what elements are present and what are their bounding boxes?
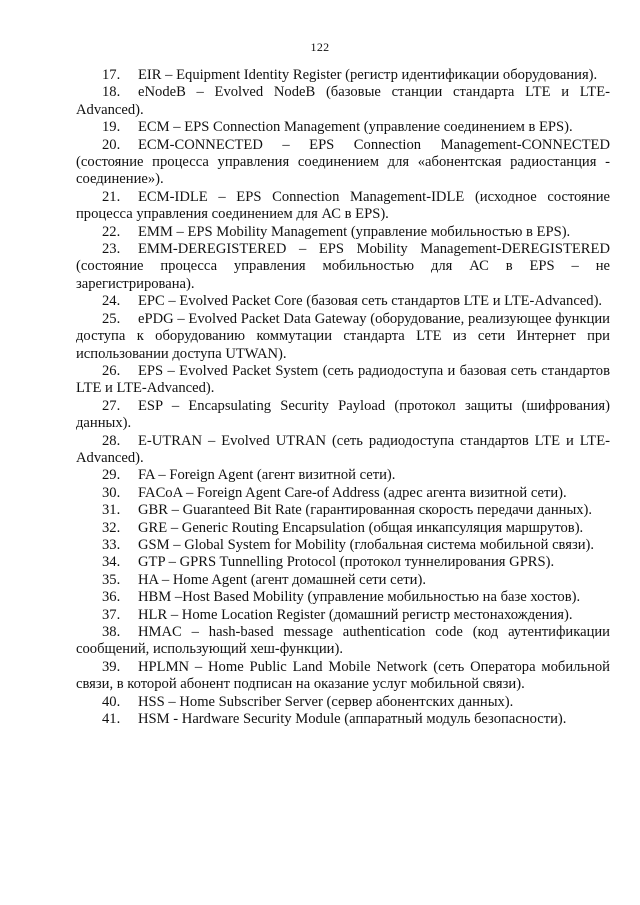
item-text: FACoA – Foreign Agent Care-of Address (адрес агента визитной сети).	[138, 484, 567, 501]
item-number: 30.	[102, 484, 121, 501]
item-number: 17.	[102, 67, 121, 83]
item-number: 40.	[102, 693, 121, 710]
item-text: HPLMN – Home Public Land Mobile Network (сеть Оператора мобильной связи, в которой абонент подписан на оказание услуг мобильной связи).	[76, 658, 610, 693]
list-item	[76, 293, 610, 310]
list-item	[76, 137, 610, 189]
item-text: ECM – EPS Connection Management (управление соединением в EPS).	[138, 119, 573, 136]
item-number: 41.	[102, 711, 121, 728]
item-number: 18.	[102, 84, 121, 101]
item-number: 33.	[102, 536, 121, 553]
item-number: 38.	[102, 624, 121, 640]
item-text: EPC – Evolved Packet Core (базовая сеть стандартов LTE и LTE-Advanced).	[138, 293, 603, 310]
item-number: 25.	[102, 310, 121, 327]
item-text: GBR – Guaranteed Bit Rate (гарантированная скорость передачи данных).	[138, 502, 593, 519]
item-text: EIR – Equipment Identity Register (регистр идентификации оборудования).	[138, 67, 598, 83]
item-text: EMM – EPS Mobility Management (управление мобильностью в EPS).	[138, 223, 571, 240]
item-text: EPS – Evolved Packet System (сеть радиодоступа и базовая сеть стандартов LTE и LTE-Advanced).	[76, 362, 610, 397]
item-number: 20.	[102, 136, 121, 153]
abbreviation-list	[76, 67, 610, 728]
list-item	[76, 520, 610, 537]
item-text: FA – Foreign Agent (агент визитной сети).	[138, 467, 396, 484]
list-item	[76, 607, 610, 624]
item-number: 23.	[102, 241, 121, 258]
item-number: 26.	[102, 362, 121, 379]
item-text: ePDG – Evolved Packet Data Gateway (оборудование, реализующее функции доступа к оборудованию коммутации стандарта LTE из сети Интернет при использовании доступа UTWAN).	[76, 310, 610, 362]
page-number: 122	[310, 40, 330, 54]
item-text: GSM – Global System for Mobility (глобальная система мобильной связи).	[138, 536, 595, 553]
item-number: 24.	[102, 293, 121, 310]
list-item	[76, 485, 610, 502]
item-text: eNodeB – Evolved NodeB (базовые станции стандарта LTE и LTE-Advanced).	[76, 84, 610, 118]
item-text: E-UTRAN – Evolved UTRAN (сеть радиодоступа стандартов LTE и LTE-Advanced).	[76, 432, 610, 466]
item-text: ECM-IDLE – EPS Connection Management-IDLE (исходное состояние процесса управления соединением для АС в EPS).	[76, 188, 610, 223]
list-item	[76, 224, 610, 241]
item-number: 36.	[102, 589, 121, 606]
item-number: 31.	[102, 502, 121, 519]
item-text: HSS – Home Subscriber Server (сервер абонентских данных).	[138, 693, 514, 710]
item-text: GRE – Generic Routing Encapsulation (общая инкапсуляция маршрутов).	[138, 519, 584, 536]
list-item	[76, 433, 610, 468]
list-item	[76, 241, 610, 293]
list-item	[76, 537, 610, 554]
list-item	[76, 624, 610, 659]
item-number: 37.	[102, 606, 121, 623]
list-item	[76, 398, 610, 433]
item-number: 32.	[102, 519, 121, 536]
list-item	[76, 694, 610, 711]
item-number: 21.	[102, 188, 121, 205]
list-item	[76, 502, 610, 519]
item-text: HLR – Home Location Register (домашний регистр местонахождения).	[138, 606, 573, 623]
list-item	[76, 659, 610, 694]
item-text: HA – Home Agent (агент домашней сети сети).	[138, 571, 426, 588]
item-number: 19.	[102, 119, 121, 136]
list-item	[76, 363, 610, 398]
list-item	[76, 467, 610, 484]
item-number: 29.	[102, 467, 121, 484]
item-text: HMAC – hash-based message authentication code (код аутентификации сообщений, использующий хеш-функции).	[76, 624, 610, 658]
item-text: GTP – GPRS Tunnelling Protocol (протокол туннелирования GPRS).	[138, 554, 555, 571]
item-number: 35.	[102, 571, 121, 588]
item-number: 22.	[102, 223, 121, 240]
item-text: EMM-DEREGISTERED – EPS Mobility Management-DEREGISTERED (состояние процесса управления мобильностью для АС в EPS – не зарегистрирована).	[76, 241, 610, 292]
item-text: HBM –Host Based Mobility (управление мобильностью на базе хостов).	[138, 589, 581, 606]
list-item	[76, 67, 610, 84]
item-number: 28.	[102, 432, 121, 449]
list-item	[76, 311, 610, 363]
list-item	[76, 84, 610, 119]
list-item	[76, 554, 610, 571]
list-item	[76, 711, 610, 728]
list-item	[76, 189, 610, 224]
list-item	[76, 572, 610, 589]
list-item	[76, 119, 610, 136]
item-number: 39.	[102, 658, 121, 675]
item-text: ESP – Encapsulating Security Payload (протокол защиты (шифрования) данных).	[76, 397, 610, 432]
item-text: HSM - Hardware Security Module (аппаратный модуль безопасности).	[138, 711, 567, 728]
item-text: ECM-CONNECTED – EPS Connection Management-CONNECTED (состояние процесса управления соединением для «абонентская радиостанция - соединение»).	[76, 136, 610, 188]
item-number: 27.	[102, 397, 121, 414]
item-number: 34.	[102, 554, 121, 571]
list-item	[76, 589, 610, 606]
